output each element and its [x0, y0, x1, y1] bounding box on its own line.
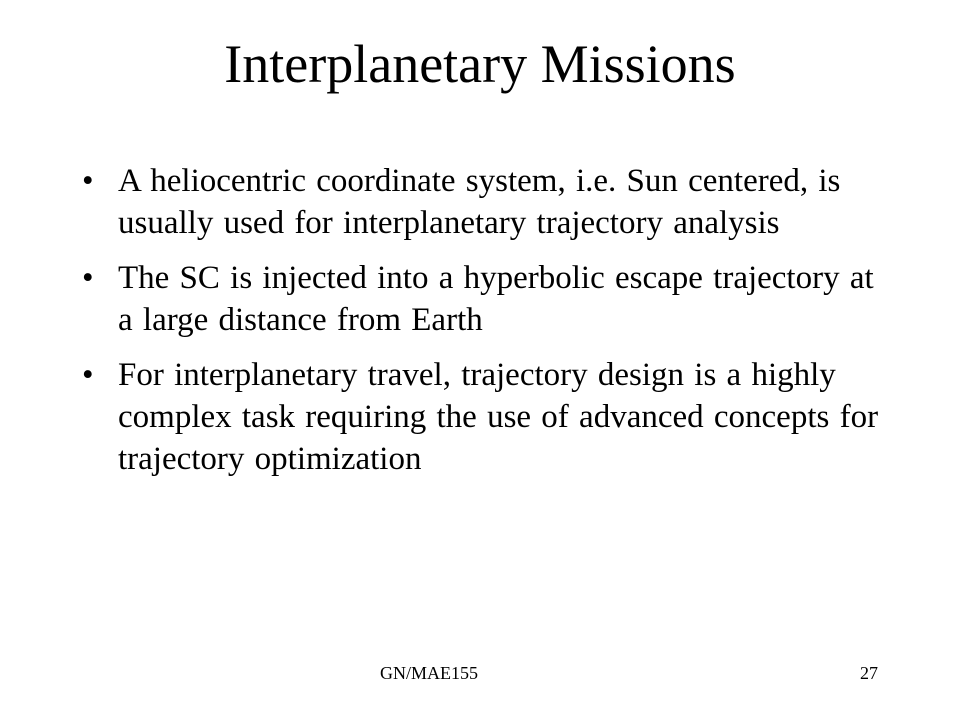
page-number: 27 — [860, 663, 878, 683]
footer-label: GN/MAE155 — [380, 663, 478, 683]
bullet-marker: • — [82, 163, 94, 199]
bullet-item — [72, 160, 892, 244]
bullet-marker: • — [82, 260, 94, 296]
bullet-text: The SC is injected into a hyperbolic escape trajectory at a large distance from Earth — [118, 260, 874, 338]
bullet-item — [72, 257, 892, 341]
bullet-text: A heliocentric coordinate system, i.e. Sun centered, is usually used for interplanetary trajectory analysis — [118, 163, 841, 241]
bullet-text: For interplanetary travel, trajectory design is a highly complex task requiring the use of advanced concepts for trajectory optimization — [118, 357, 879, 477]
bullet-marker: • — [82, 357, 94, 393]
bullet-list — [72, 160, 892, 493]
bullet-item — [72, 354, 892, 480]
slide-title: Interplanetary Missions — [224, 34, 736, 94]
